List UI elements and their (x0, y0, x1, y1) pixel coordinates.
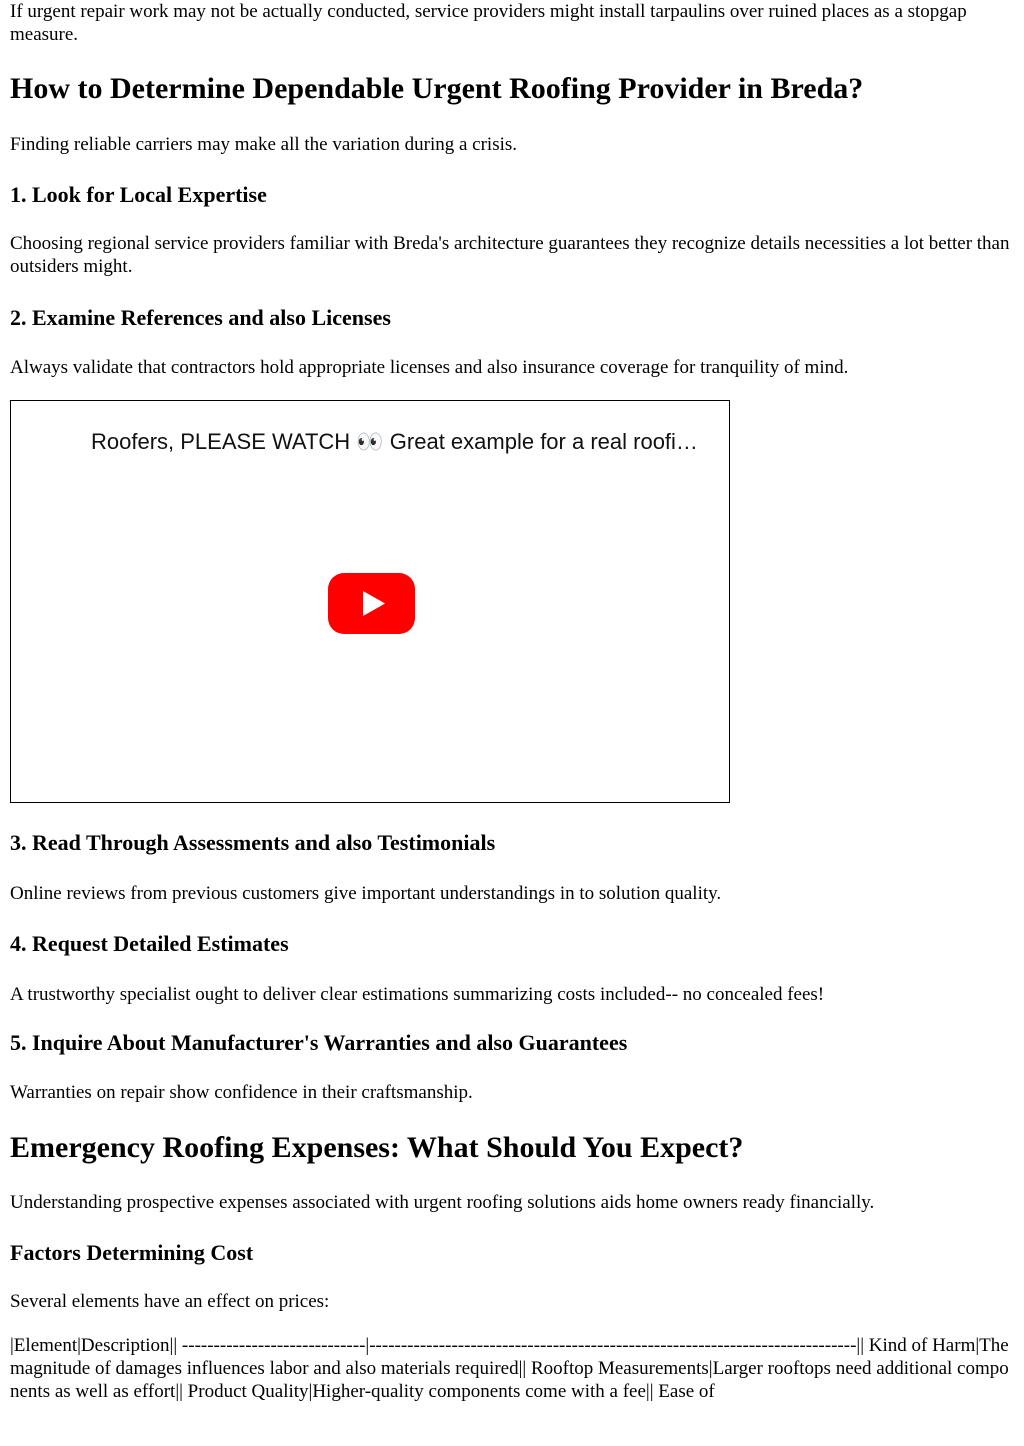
section-heading-reliable-provider: How to Determine Dependable Urgent Roofing Provider in Breda? (10, 72, 864, 105)
section-heading-expenses: Emergency Roofing Expenses: What Should You Expect? (10, 1131, 744, 1164)
item-text-assessments: Online reviews from previous customers give important understandings in to solution quality. (10, 883, 722, 904)
youtube-play-icon[interactable] (328, 573, 415, 634)
item-heading-local-expertise: 1. Look for Local Expertise (10, 182, 267, 207)
item-text-references-licenses: Always validate that contractors hold appropriate licenses and also insurance coverage for tranquility of mind. (10, 357, 849, 378)
item-heading-assessments: 3. Read Through Assessments and also Testimonials (10, 830, 496, 855)
video-title[interactable]: Roofers, PLEASE WATCH 👀 Great example for a real roofi… (91, 429, 698, 454)
video-embed[interactable] (10, 400, 730, 803)
item-text-local-expertise: Choosing regional service providers familiar with Breda's architecture guarantees they recognize details necessities a lot better than outsiders might. (10, 233, 1010, 277)
cost-factors-table-text: |Element|Description|| -----------------------------|-----------------------------------------------------------------------------|| Kind of Harm|The magnitude of damages influences labor and also materials required|| Rooftop Measurements|Larger rooftops need additional components as well as effort|| Product Quality|Higher-quality components come with a fee|| Ease of (10, 1335, 1009, 1402)
item-text-warranties: Warranties on repair show confidence in their craftsmanship. (10, 1082, 473, 1103)
item-heading-warranties: 5. Inquire About Manufacturer's Warranties and also Guarantees (10, 1030, 628, 1055)
item-heading-estimates: 4. Request Detailed Estimates (10, 931, 289, 956)
factors-intro: Several elements have an effect on prices: (10, 1291, 330, 1312)
item-heading-references-licenses: 2. Examine References and also Licenses (10, 305, 391, 330)
item-text-estimates: A trustworthy specialist ought to deliver clear estimations summarizing costs included-- no concealed fees! (10, 984, 825, 1005)
intro-paragraph: If urgent repair work may not be actually conducted, service providers might install tarpaulins over ruined places as a stopgap measure. (10, 1, 967, 45)
section-intro: Finding reliable carriers may make all the variation during a crisis. (10, 134, 518, 155)
expenses-intro: Understanding prospective expenses associated with urgent roofing solutions aids home owners ready financially. (10, 1192, 875, 1213)
subheading-factors-cost: Factors Determining Cost (10, 1240, 254, 1265)
